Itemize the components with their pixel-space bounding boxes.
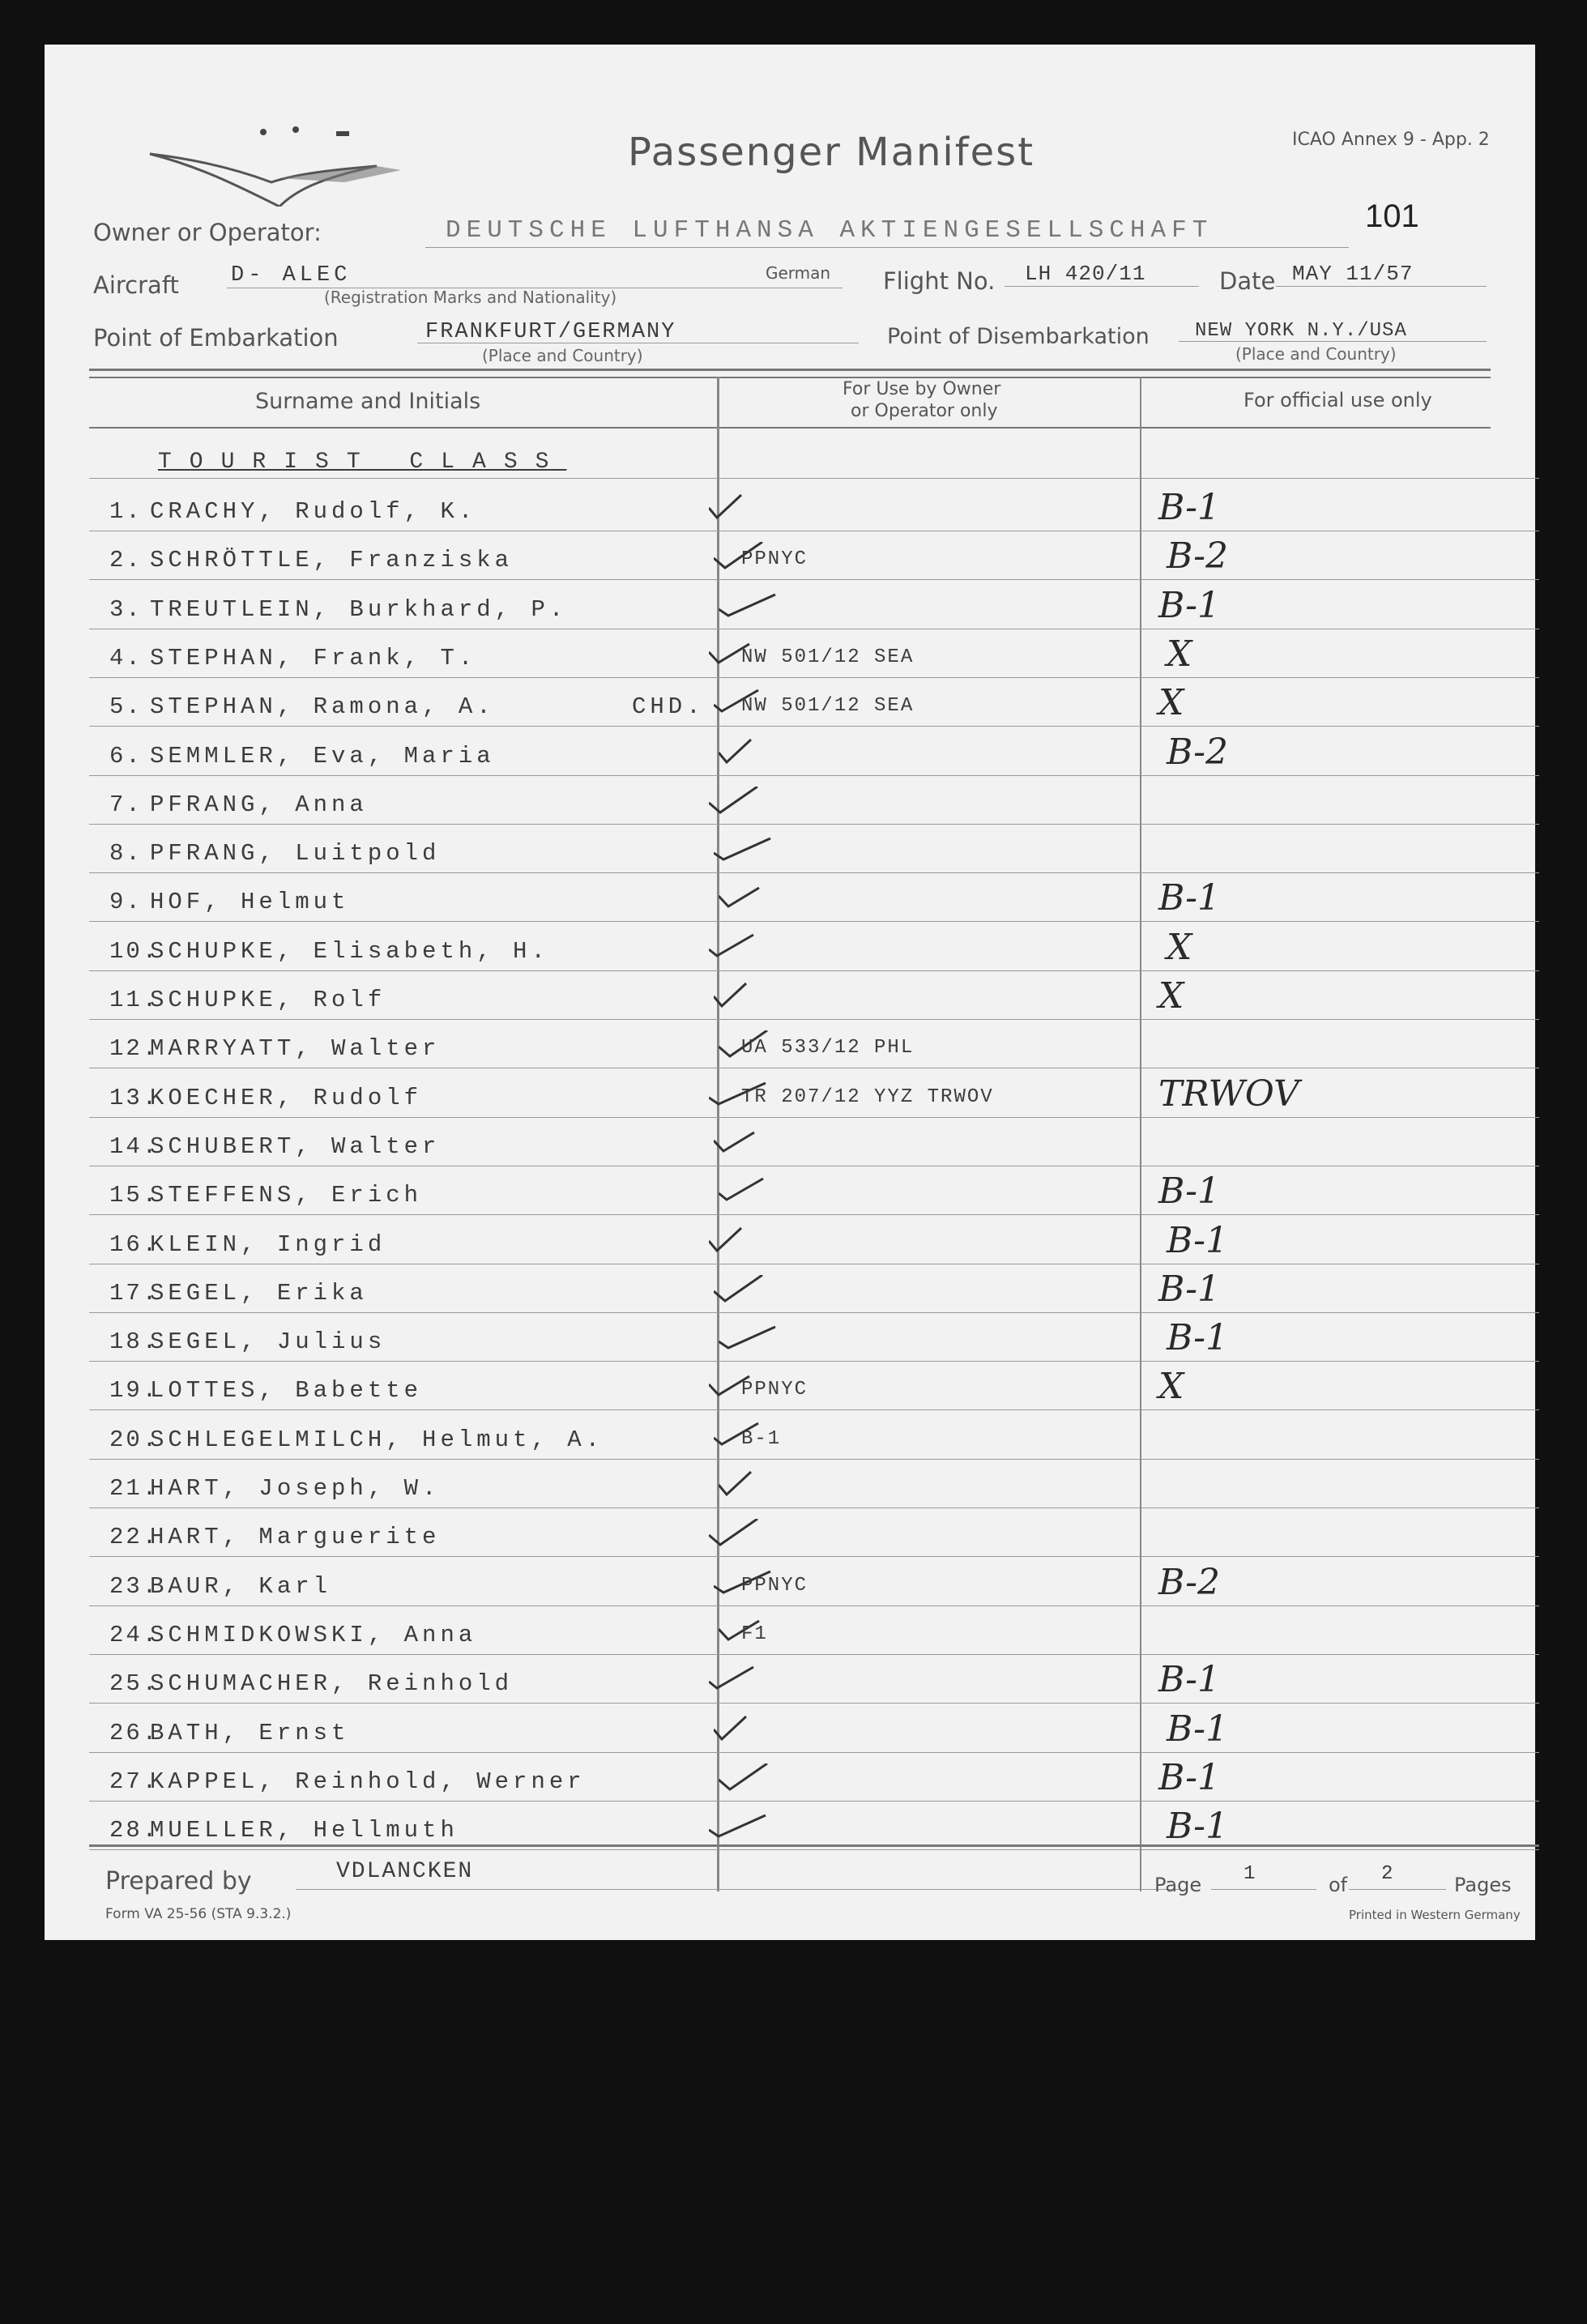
passenger-number: 5. — [109, 693, 143, 721]
owner-remark: PPNYC — [741, 1574, 808, 1597]
row-divider — [89, 1849, 1539, 1850]
flight-value: LH 420/11 — [1025, 262, 1146, 286]
official-remark: X — [1167, 926, 1192, 968]
passenger-name: SEGEL, Julius — [150, 1328, 386, 1356]
header-top-rule-2 — [89, 377, 1491, 378]
passenger-name: SEMMLER, Eva, Maria — [150, 742, 495, 770]
disembarkation-caption: (Place and Country) — [1235, 344, 1397, 364]
col-owner-header-2: or Operator only — [851, 401, 998, 421]
check-mark-icon — [714, 1275, 779, 1307]
check-mark-icon — [709, 1226, 774, 1259]
header-top-rule — [89, 369, 1491, 371]
owner-value: DEUTSCHE LUFTHANSA AKTIENGESELLSCHAFT — [446, 216, 1214, 245]
row-divider — [89, 872, 1539, 873]
passenger-number: 16. — [109, 1230, 160, 1258]
row-divider — [89, 1507, 1539, 1508]
embarkation-caption: (Place and Country) — [482, 346, 643, 365]
passenger-name: SCHMIDKOWSKI, Anna — [150, 1621, 477, 1648]
owner-remark: NW 501/12 SEA — [741, 695, 915, 718]
row-divider — [89, 1703, 1539, 1704]
row-divider — [89, 579, 1539, 580]
passenger-number: 26. — [109, 1719, 160, 1746]
row-divider — [89, 1654, 1539, 1655]
passenger-name: SCHLEGELMILCH, Helmut, A. — [150, 1426, 604, 1453]
passenger-name: SCHUPKE, Elisabeth, H. — [150, 937, 549, 965]
passenger-number: 19. — [109, 1377, 160, 1405]
section-rule — [89, 478, 1539, 479]
page-value: 1 — [1244, 1863, 1256, 1885]
official-remark: B-1 — [1158, 1756, 1221, 1798]
passenger-number: 12. — [109, 1035, 160, 1063]
owner-remark: NW 501/12 SEA — [741, 646, 915, 668]
row-divider — [89, 1605, 1539, 1606]
official-remark: B-1 — [1158, 487, 1221, 528]
of-label: of — [1329, 1874, 1348, 1896]
passenger-name: SCHUPKE, Rolf — [150, 987, 386, 1013]
lufthansa-crane-logo — [134, 109, 425, 207]
row-divider — [89, 1409, 1539, 1410]
passenger-number: 10. — [109, 937, 160, 965]
passenger-number: 1. — [109, 498, 143, 525]
passenger-number: 9. — [109, 889, 143, 916]
official-remark: B-1 — [1167, 1806, 1229, 1848]
row-divider — [89, 1801, 1539, 1802]
check-mark-icon — [719, 1763, 783, 1796]
row-divider — [89, 1459, 1539, 1460]
official-remark: B-1 — [1158, 1659, 1221, 1701]
document-title: Passenger Manifest — [628, 130, 1035, 175]
col-name-header: Surname and Initials — [255, 389, 481, 414]
passenger-name: HART, Marguerite — [150, 1524, 441, 1551]
prepared-value: VDLANCKEN — [336, 1859, 474, 1884]
embarkation-value: FRANKFURT/GERMANY — [425, 320, 676, 344]
form-id: Form VA 25-56 (STA 9.3.2.) — [105, 1906, 292, 1922]
page-underline — [1211, 1889, 1316, 1890]
check-mark-icon — [709, 787, 774, 819]
official-remark: X — [1158, 975, 1184, 1017]
manifest-number: 101 — [1365, 198, 1419, 234]
passenger-number: 21. — [109, 1475, 160, 1502]
passenger-name: BAUR, Karl — [150, 1572, 332, 1600]
row-divider — [89, 1214, 1539, 1215]
disembarkation-label: Point of Disembarkation — [887, 324, 1150, 349]
passenger-number: 13. — [109, 1084, 160, 1111]
passenger-name: PFRANG, Anna — [150, 791, 368, 818]
passenger-number: 2. — [109, 547, 143, 574]
passenger-name: SCHUBERT, Walter — [150, 1132, 441, 1160]
of-underline — [1349, 1889, 1446, 1890]
disembarkation-underline — [1179, 341, 1487, 342]
check-mark-icon — [709, 1519, 774, 1551]
passenger-number: 14. — [109, 1132, 160, 1160]
printed-note: Printed in Western Germany — [1349, 1908, 1521, 1922]
passenger-number: 11. — [109, 987, 160, 1013]
row-divider — [89, 1752, 1539, 1753]
row-divider — [89, 824, 1539, 825]
official-remark: B-1 — [1158, 1171, 1221, 1213]
check-mark-icon — [719, 738, 783, 770]
passenger-name: MUELLER, Hellmuth — [150, 1817, 459, 1844]
passenger-name: SEGEL, Erika — [150, 1279, 368, 1307]
official-remark: X — [1158, 682, 1184, 724]
icao-annex-label: ICAO Annex 9 - App. 2 — [1292, 130, 1490, 150]
passenger-number: 8. — [109, 840, 143, 868]
aircraft-caption: (Registration Marks and Nationality) — [324, 288, 617, 307]
official-remark: B-1 — [1167, 1317, 1229, 1359]
official-remark: B-2 — [1158, 1561, 1221, 1603]
footer-top-rule — [89, 1844, 1539, 1847]
check-mark-icon — [719, 1324, 783, 1356]
official-remark: B-1 — [1167, 1219, 1229, 1261]
check-mark-icon — [709, 1665, 774, 1698]
official-remark: B-1 — [1158, 1268, 1221, 1310]
official-remark: X — [1158, 1366, 1184, 1408]
passenger-number: 24. — [109, 1621, 160, 1648]
row-divider — [89, 1361, 1539, 1362]
passenger-number: 15. — [109, 1182, 160, 1209]
aircraft-label: Aircraft — [93, 271, 179, 299]
of-value: 2 — [1381, 1863, 1393, 1885]
disembarkation-value: NEW YORK N.Y./USA — [1195, 320, 1407, 342]
passenger-name: LOTTES, Babette — [150, 1377, 423, 1405]
passenger-name: STEPHAN, Frank, T. — [150, 644, 477, 672]
passenger-number: 7. — [109, 791, 143, 818]
check-mark-icon — [714, 982, 779, 1014]
official-remark: B-2 — [1167, 535, 1229, 578]
passenger-number: 25. — [109, 1670, 160, 1698]
passenger-number: 17. — [109, 1279, 160, 1307]
embarkation-label: Point of Embarkation — [93, 324, 339, 352]
owner-remark: B-1 — [741, 1427, 782, 1450]
row-divider — [89, 1312, 1539, 1313]
passenger-number: 20. — [109, 1426, 160, 1453]
col-official-header: For official use only — [1244, 389, 1432, 411]
date-underline — [1276, 286, 1487, 287]
passenger-number: 6. — [109, 742, 143, 770]
passenger-name: CRACHY, Rudolf, K. — [150, 498, 477, 525]
check-mark-icon — [719, 1177, 783, 1209]
passenger-number: 23. — [109, 1572, 160, 1600]
check-mark-icon — [709, 1812, 774, 1844]
check-mark-icon — [714, 1715, 779, 1747]
col-owner-header-1: For Use by Owner — [843, 379, 1001, 399]
passenger-number: 4. — [109, 644, 143, 672]
check-mark-icon — [714, 1128, 779, 1161]
official-remark: X — [1167, 633, 1192, 675]
passenger-name: KOECHER, Rudolf — [150, 1084, 423, 1111]
page-label: Page — [1154, 1874, 1202, 1896]
row-divider — [89, 921, 1539, 922]
owner-remark: F1 — [741, 1623, 768, 1645]
row-divider — [89, 726, 1539, 727]
check-mark-icon — [719, 884, 783, 916]
owner-remark: PPNYC — [741, 1379, 808, 1401]
prepared-underline — [296, 1889, 1179, 1890]
flight-underline — [1005, 286, 1199, 287]
check-mark-icon — [719, 1470, 783, 1503]
owner-remark: UA 533/12 PHL — [741, 1037, 915, 1060]
passenger-name: SCHRÖTTLE, Franziska — [150, 547, 514, 574]
row-divider — [89, 1117, 1539, 1118]
check-mark-icon — [709, 933, 774, 966]
date-label: Date — [1219, 267, 1276, 295]
official-remark: B-1 — [1158, 877, 1221, 919]
passenger-name: BATH, Ernst — [150, 1719, 350, 1746]
flight-label: Flight No. — [883, 267, 996, 295]
owner-remark: TR 207/12 YYZ TRWOV — [741, 1085, 994, 1108]
passenger-name: SCHUMACHER, Reinhold — [150, 1670, 514, 1698]
owner-underline — [425, 247, 1349, 248]
passenger-name: TREUTLEIN, Burkhard, P. — [150, 595, 568, 623]
column-header-rule — [89, 427, 1491, 429]
passenger-name: PFRANG, Luitpold — [150, 840, 441, 868]
passenger-name: HOF, Helmut — [150, 889, 350, 916]
passenger-name: HART, Joseph, W. — [150, 1475, 441, 1502]
aircraft-value: D- ALEC — [231, 263, 352, 288]
passenger-number: 27. — [109, 1768, 160, 1795]
passenger-name: KAPPEL, Reinhold, Werner — [150, 1768, 586, 1795]
row-divider — [89, 1019, 1539, 1020]
passenger-number: 18. — [109, 1328, 160, 1356]
row-divider — [89, 775, 1539, 776]
passenger-name: KLEIN, Ingrid — [150, 1230, 386, 1258]
owner-label: Owner or Operator: — [93, 219, 322, 246]
date-value: MAY 11/57 — [1292, 262, 1414, 286]
column-divider-2 — [1140, 377, 1141, 1891]
owner-remark: PPNYC — [741, 548, 808, 571]
row-divider — [89, 677, 1539, 678]
passenger-number: 3. — [109, 595, 143, 623]
row-divider — [89, 1556, 1539, 1557]
passenger-number: 28. — [109, 1817, 160, 1844]
aircraft-nationality: German — [766, 263, 831, 283]
official-remark: B-2 — [1167, 731, 1229, 773]
passenger-name: MARRYATT, Walter — [150, 1035, 441, 1063]
official-remark: B-1 — [1158, 584, 1221, 626]
row-divider — [89, 970, 1539, 971]
section-title: TOURIST CLASS — [158, 450, 567, 475]
pages-label: Pages — [1454, 1874, 1512, 1896]
check-mark-icon — [714, 835, 779, 868]
manifest-page — [45, 45, 1535, 1940]
passenger-number: 22. — [109, 1524, 160, 1551]
passenger-name: STEFFENS, Erich — [150, 1182, 423, 1209]
official-remark: B-1 — [1167, 1708, 1229, 1750]
passenger-remark: CHD. — [632, 693, 705, 721]
check-mark-icon — [709, 493, 774, 526]
prepared-label: Prepared by — [105, 1867, 252, 1895]
official-remark: TRWOV — [1158, 1072, 1299, 1115]
check-mark-icon — [719, 591, 783, 624]
passenger-name: STEPHAN, Ramona, A. — [150, 693, 495, 721]
